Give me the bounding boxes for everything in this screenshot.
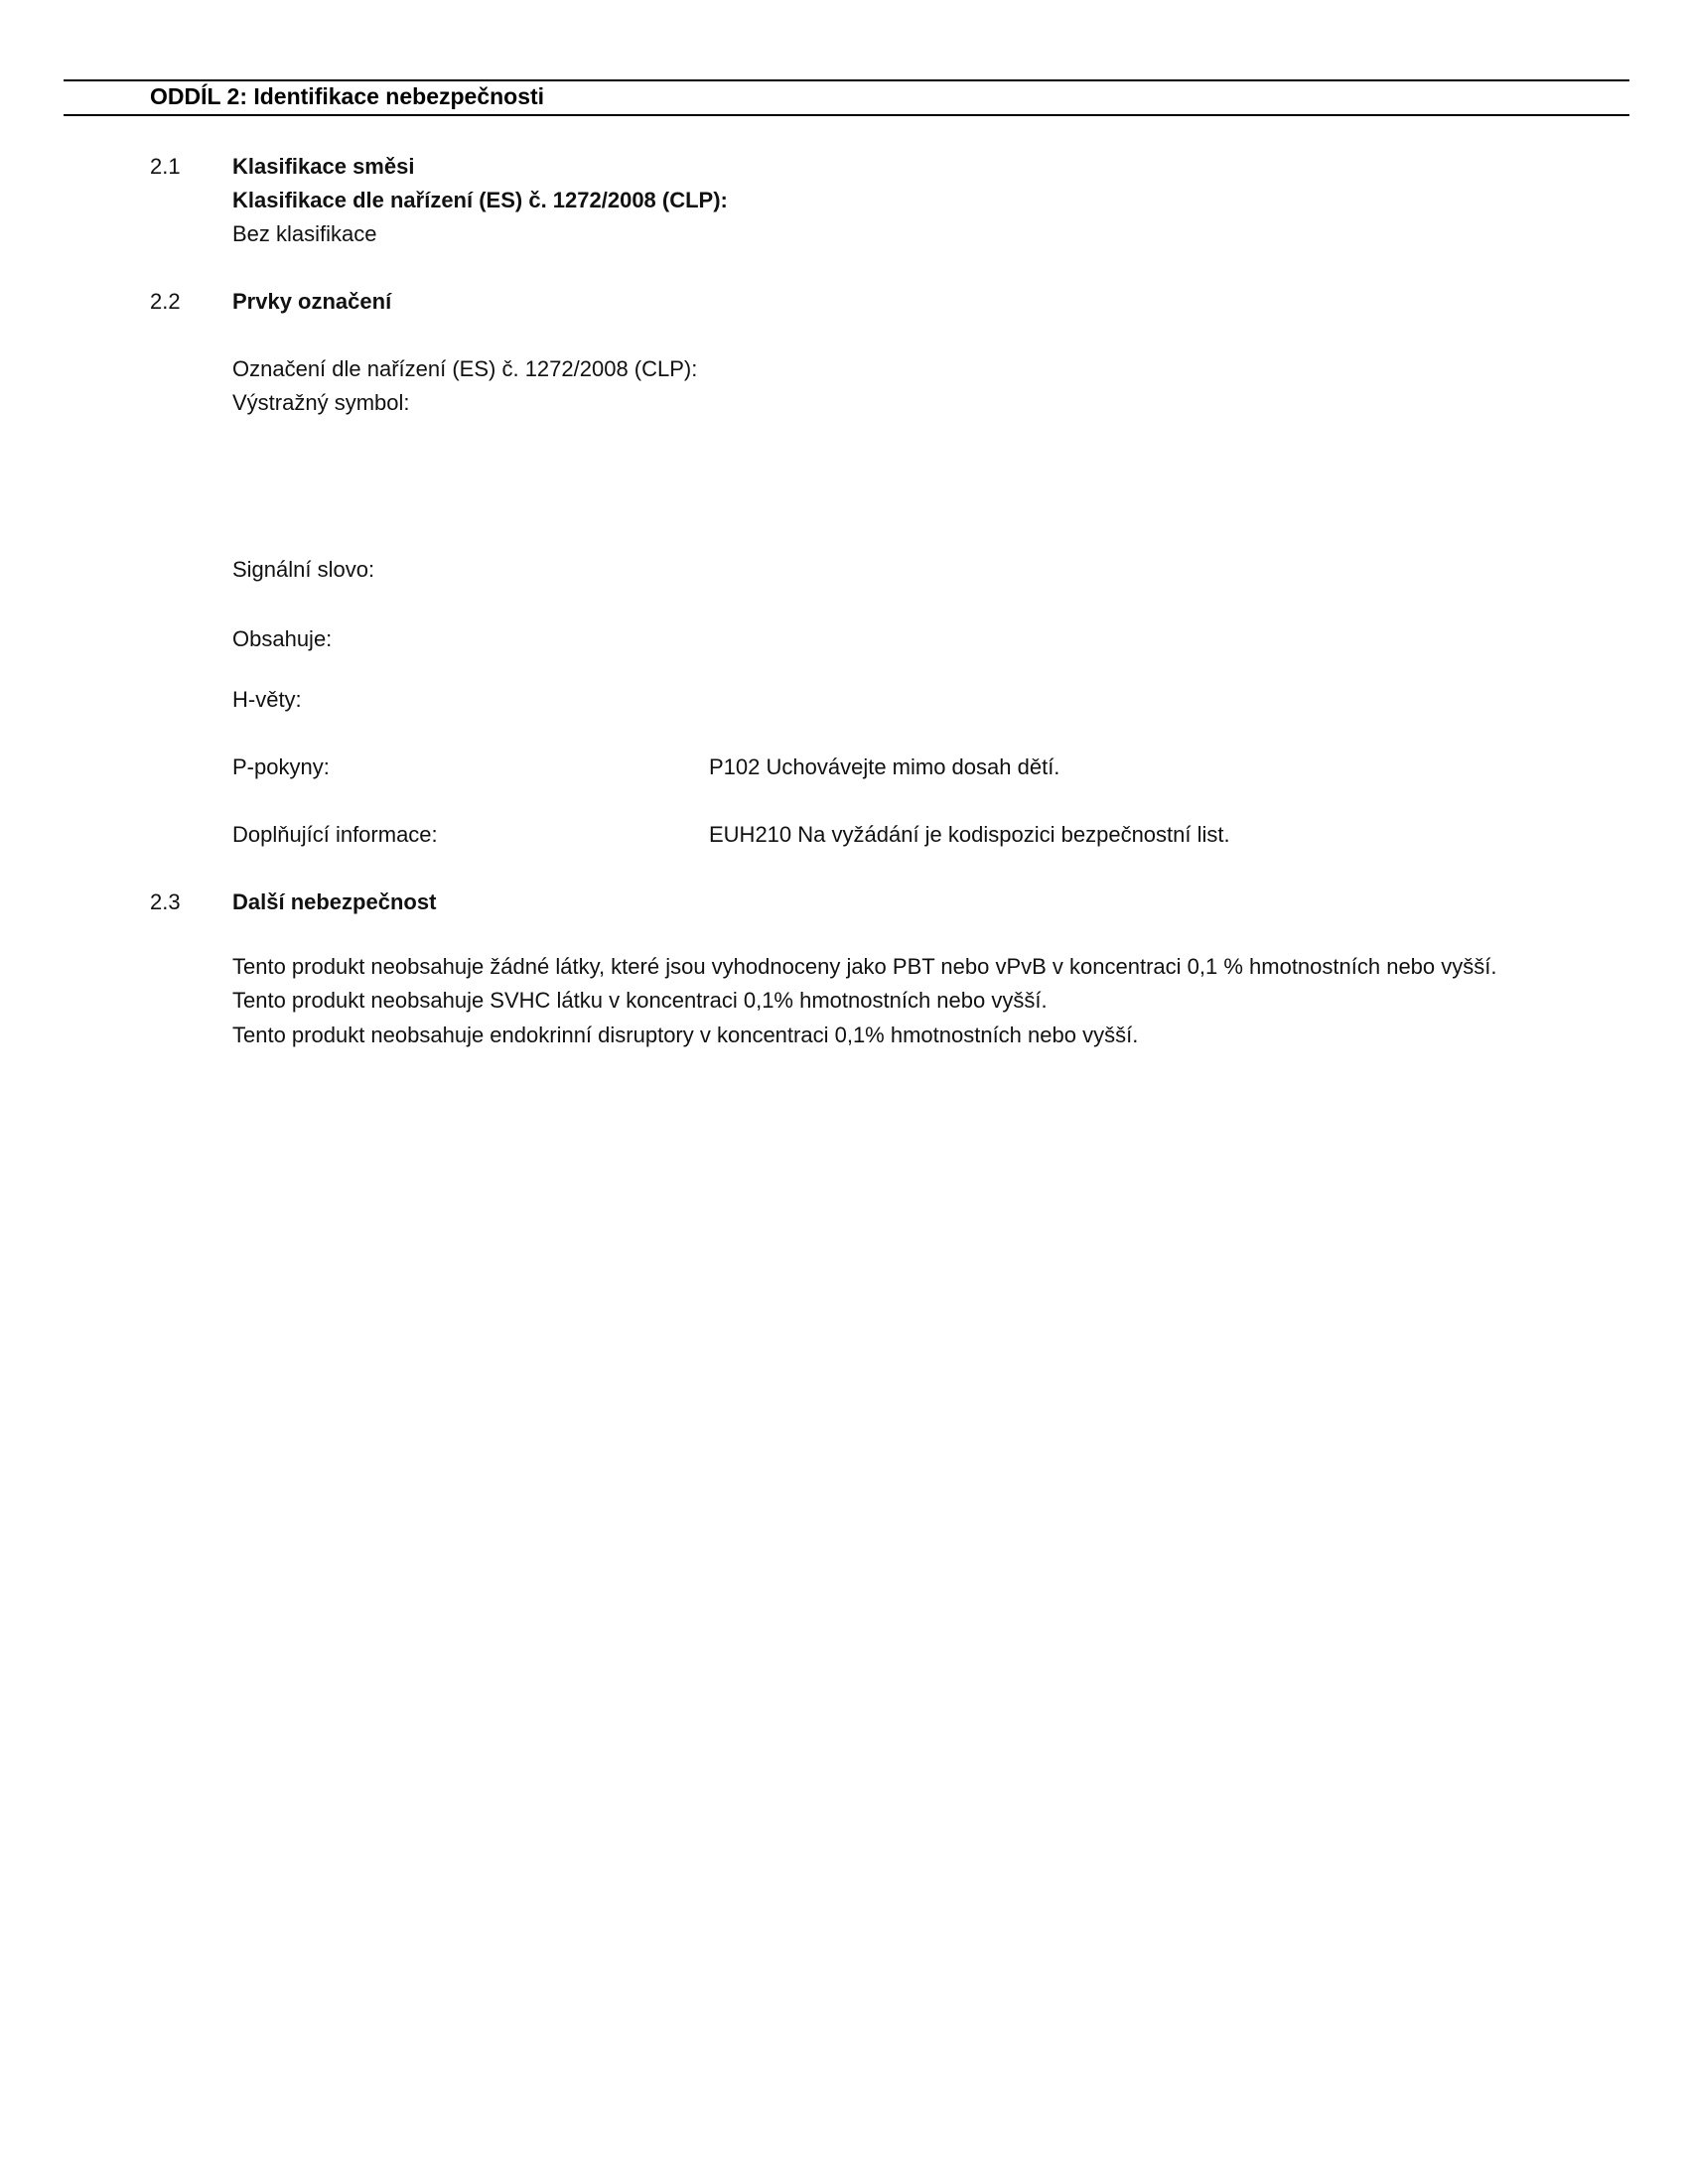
section-bottom-rule [64, 114, 1629, 116]
classification-value: Bez klasifikace [232, 221, 377, 246]
other-hazard-line-1: Tento produkt neobsahuje žádné látky, které jsou vyhodnoceny jako PBT nebo vPvB v koncentraci 0,1 % hmotnostních nebo vyšší. [232, 954, 1497, 979]
heading-prvky-oznaceni: Prvky označení [232, 289, 392, 314]
section-number-2-2: 2.2 [150, 289, 181, 314]
heading-klasifikace-smesi: Klasifikace směsi [232, 154, 415, 179]
supplementary-info-value: EUH210 Na vyžádání je kodispozici bezpečnostní list. [709, 822, 1230, 847]
h-statements-label: H-věty: [232, 687, 302, 712]
section-top-rule [64, 79, 1629, 81]
signal-word-label: Signální slovo: [232, 557, 375, 582]
hazard-symbol-label: Výstražný symbol: [232, 390, 410, 415]
contains-label: Obsahuje: [232, 626, 333, 651]
classification-regulation-label: Klasifikace dle nařízení (ES) č. 1272/2008 (CLP): [232, 188, 728, 212]
other-hazard-line-2: Tento produkt neobsahuje SVHC látku v koncentraci 0,1% hmotnostních nebo vyšší. [232, 988, 1048, 1013]
supplementary-info-label: Doplňující informace: [232, 822, 438, 847]
labeling-regulation-label: Označení dle nařízení (ES) č. 1272/2008 (CLP): [232, 356, 698, 381]
p-statements-value: P102 Uchovávejte mimo dosah dětí. [709, 754, 1060, 779]
other-hazard-line-3: Tento produkt neobsahuje endokrinní disruptory v koncentraci 0,1% hmotnostních nebo vyšší. [232, 1023, 1139, 1047]
p-statements-label: P-pokyny: [232, 754, 330, 779]
heading-dalsi-nebezpecnost: Další nebezpečnost [232, 889, 437, 914]
section-number-2-3: 2.3 [150, 889, 181, 914]
section-number-2-1: 2.1 [150, 154, 181, 179]
section-title: ODDÍL 2: Identifikace nebezpečnosti [150, 83, 545, 109]
